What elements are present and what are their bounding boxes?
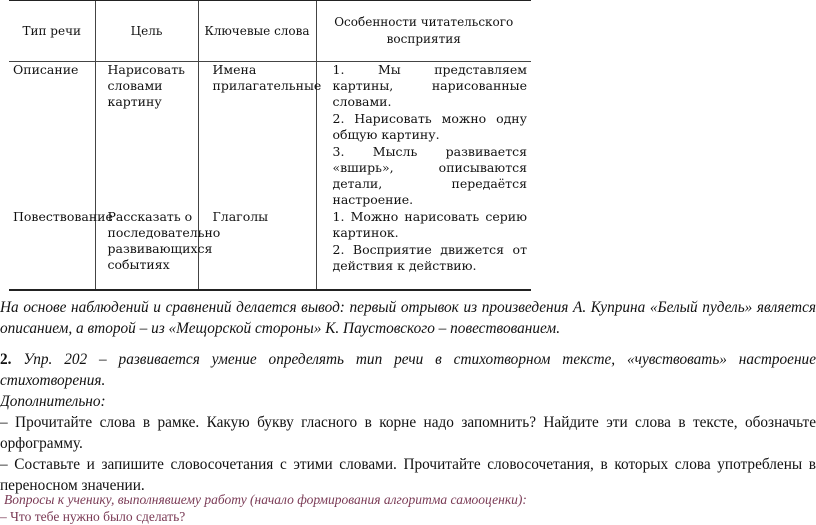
header-keywords: Ключевые слова bbox=[198, 1, 316, 62]
questions-heading: Вопросы к ученику, выполнявшему работу (начало формирования алгоритма самооценки): bbox=[4, 492, 527, 507]
task-number: 2. bbox=[0, 351, 12, 368]
feature-item: 2. Нарисовать можно одну общую картину. bbox=[332, 111, 527, 142]
task-intro-text: Упр. 202 – развивается умение определять тип речи в стихотворном тексте, «чувствовать» настроение стихотворения. bbox=[0, 351, 816, 389]
table-header-row bbox=[9, 1, 531, 62]
cell-goal: Рассказать о последовательно развивающихся событиях bbox=[95, 209, 198, 290]
header-type: Тип речи bbox=[9, 1, 95, 62]
task-intro bbox=[0, 349, 816, 391]
feature-item: 3. Мысль развивается «вширь», описываются детали, передаётся настроение. bbox=[332, 144, 527, 207]
cell-features bbox=[316, 209, 531, 290]
table-row bbox=[9, 209, 531, 290]
table-row bbox=[9, 62, 531, 210]
extra-label: Дополнительно: bbox=[0, 393, 106, 410]
cell-keywords: Имена прилагательные bbox=[198, 62, 316, 210]
speech-types-table bbox=[9, 0, 531, 271]
comparison-table bbox=[9, 0, 531, 291]
task-item: – Прочитайте слова в рамке. Какую букву гласного в корне надо запомнить? Найдите эти слова в тексте, обозначьте орфограмму. bbox=[0, 414, 816, 452]
header-goal: Цель bbox=[95, 1, 198, 62]
cell-goal: Нарисовать словами картину bbox=[95, 62, 198, 210]
cell-features bbox=[316, 62, 531, 210]
cell-type: Описание bbox=[13, 62, 79, 77]
cell-type: Повествование bbox=[9, 209, 95, 290]
questions-section bbox=[0, 491, 816, 525]
feature-item: 1. Можно нарисовать серию картинок. bbox=[332, 209, 527, 240]
task-section bbox=[0, 349, 816, 496]
feature-item: 2. Восприятие движется от действия к действию. bbox=[332, 242, 527, 273]
task-item: – Составьте и запишите словосочетания с этими словами. Прочитайте словосочетания, в которых слова употреблены в переносном значении. bbox=[0, 456, 816, 494]
header-features: Особенности читательского восприятия bbox=[316, 1, 531, 62]
conclusion-paragraph bbox=[0, 297, 816, 339]
feature-item: 1. Мы представляем картины, нарисованные словами. bbox=[332, 62, 527, 109]
cell-keywords: Глаголы bbox=[198, 209, 316, 290]
conclusion-text: На основе наблюдений и сравнений делается вывод: первый отрывок из произведения А. Куприна «Белый пудель» является описанием, а второй – из «Мещорской стороны» К. Паустовского – повествованием. bbox=[0, 299, 816, 337]
question-item: – Что тебе нужно было сделать? bbox=[0, 509, 186, 524]
